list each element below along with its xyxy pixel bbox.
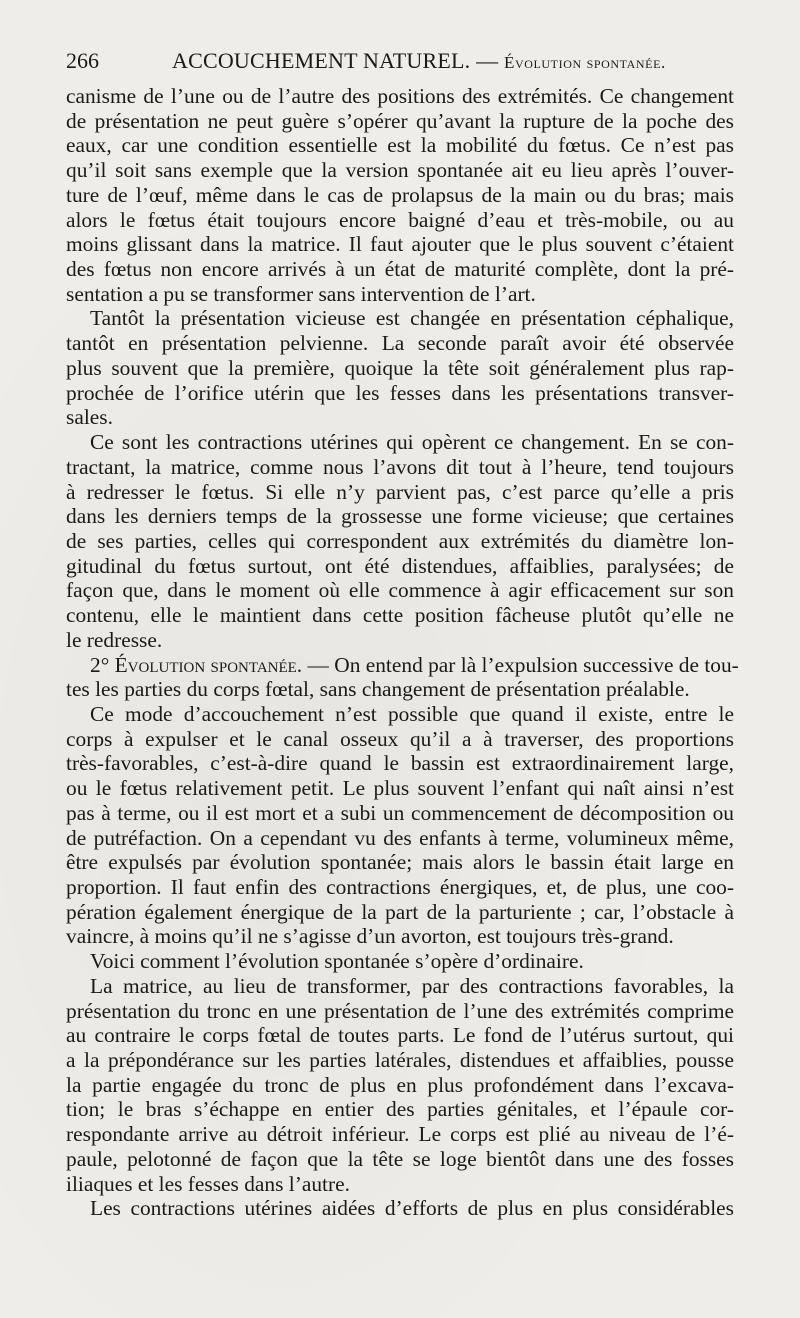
text-line: vaincre, à moins qu’il ne s’agisse d’un avorton, est toujours très-grand. — [66, 924, 674, 949]
text-line: tes les parties du corps fœtal, sans changement de présentation préalable. — [66, 677, 690, 702]
section-heading: Évolution spontanée. — [114, 652, 303, 677]
text-line: sentation a pu se transformer sans intervention de l’art. — [66, 281, 536, 306]
text-line: qu’il soit sans exemple que la version spontanée ait eu lieu après l’ouver- — [66, 158, 734, 183]
text-line: façon que, dans le moment où elle commence à agir efficacement sur son — [66, 578, 734, 603]
text-line: présentation du tronc en une présentation de l’une des extrémités comprime — [66, 998, 734, 1023]
text-line: ou le fœtus relativement petit. Le plus souvent l’enfant qui naît ainsi n’est — [66, 776, 734, 801]
text-line: de présentation ne peut guère s’opérer qu’avant la rupture de la poche des — [66, 108, 734, 133]
text-line: des fœtus non encore arrivés à un état de maturité complète, dont la pré- — [66, 257, 734, 282]
text-line: contenu, elle le maintient dans cette position fâcheuse plutôt qu’elle ne — [66, 603, 734, 628]
header-separator: — — [476, 48, 499, 73]
running-title — [172, 47, 666, 77]
text-line: a la prépondérance sur les parties latérales, distendues et affaiblies, pousse — [66, 1048, 734, 1073]
text-line: pas à terme, ou il est mort et a subi un commencement de décomposition ou — [66, 800, 734, 825]
paragraph-start-line: Voici comment l’évolution spontanée s’opère d’ordinaire. — [90, 949, 584, 974]
text-line: tractant, la matrice, comme nous l’avons dit tout à l’heure, tend toujours — [66, 454, 734, 479]
text-line: très-favorables, c’est-à-dire quand le bassin est extraordinairement large, — [66, 751, 734, 776]
text-line: à redresser le fœtus. Si elle n’y parvient pas, c’est parce qu’elle a pris — [66, 479, 734, 504]
section-heading-line — [66, 652, 739, 678]
text-line: eaux, car une condition essentielle est la mobilité du fœtus. Ce n’est pas — [66, 133, 734, 158]
paragraph-start-line: Les contractions utérines aidées d’efforts de plus en plus considérables — [90, 1196, 734, 1221]
body-text — [66, 84, 739, 1221]
text-line: sales. — [66, 405, 113, 430]
text-line: canisme de l’une ou de l’autre des positions des extrémités. Ce changement — [66, 84, 734, 108]
text-line: de ses parties, celles qui correspondent aux extrémités du diamètre lon- — [66, 528, 734, 553]
text-line: proportion. Il faut enfin des contractions énergiques, et, de plus, une coo- — [66, 875, 734, 899]
text-line: paule, pelotonné de façon que la tête se loge bientôt dans une des fosses — [66, 1146, 734, 1171]
text-line: tion; le bras s’échappe en entier des parties génitales, et l’épaule cor- — [66, 1097, 734, 1122]
text-line: iliaques et les fesses dans l’autre. — [66, 1171, 350, 1196]
text-line: être expulsés par évolution spontanée; mais alors le bassin était large en — [66, 850, 734, 875]
section-number: 2° — [90, 652, 110, 677]
text-line: alors le fœtus était toujours encore baigné d’eau et très-mobile, ou au — [66, 207, 734, 232]
text-line: au contraire le corps fœtal de toutes parts. Le fond de l’utérus surtout, qui — [66, 1023, 734, 1048]
running-header — [66, 47, 734, 75]
text-line: corps à expulser et le canal osseux qu’il a à traverser, des proportions — [66, 726, 734, 751]
section-subtitle: Évolution spontanée. — [503, 53, 666, 72]
text-line: plus souvent que la première, quoique la tête soit généralement plus rap- — [66, 355, 734, 380]
text-line: tantôt en présentation pelvienne. La seconde paraît avoir été observée — [66, 331, 734, 356]
page-number: 266 — [66, 48, 99, 73]
text-line: gitudinal du fœtus surtout, ont été distendues, affaiblies, paralysées; de — [66, 553, 734, 578]
text-line: ture de l’œuf, même dans le cas de prolapsus de la main ou du bras; mais — [66, 182, 734, 207]
text-line: le redresse. — [66, 627, 163, 652]
paragraph-start-line: Tantôt la présentation vicieuse est changée en présentation céphalique, — [90, 306, 734, 331]
paragraph-start-line: La matrice, au lieu de transformer, par des contractions favorables, la — [90, 973, 734, 998]
text-line: pération également énergique de la part de la parturiente ; car, l’obstacle à — [66, 899, 734, 924]
text-line: moins glissant dans la matrice. Il faut ajouter que le plus souvent c’étaient — [66, 232, 734, 257]
text-line: la partie engagée du tronc de plus en plus profondément dans l’excava- — [66, 1072, 734, 1097]
text-line: de putréfaction. On a cependant vu des enfants à terme, volumineux même, — [66, 825, 734, 850]
section-heading-text: — On entend par là l’expulsion successive de tou- — [307, 652, 739, 677]
paragraph-start-line: Ce sont les contractions utérines qui opèrent ce changement. En se con- — [90, 430, 734, 455]
text-line: dans les derniers temps de la grossesse une forme vicieuse; que certaines — [66, 504, 734, 529]
paragraph-start-line: Ce mode d’accouchement n’est possible que quand il existe, entre le — [90, 701, 734, 726]
text-line: prochée de l’orifice utérin que les fesses dans les présentations transver- — [66, 380, 734, 405]
text-line: respondante arrive au détroit inférieur. Le corps est plié au niveau de l’é- — [66, 1122, 734, 1147]
chapter-title: ACCOUCHEMENT NATUREL. — [172, 48, 471, 73]
